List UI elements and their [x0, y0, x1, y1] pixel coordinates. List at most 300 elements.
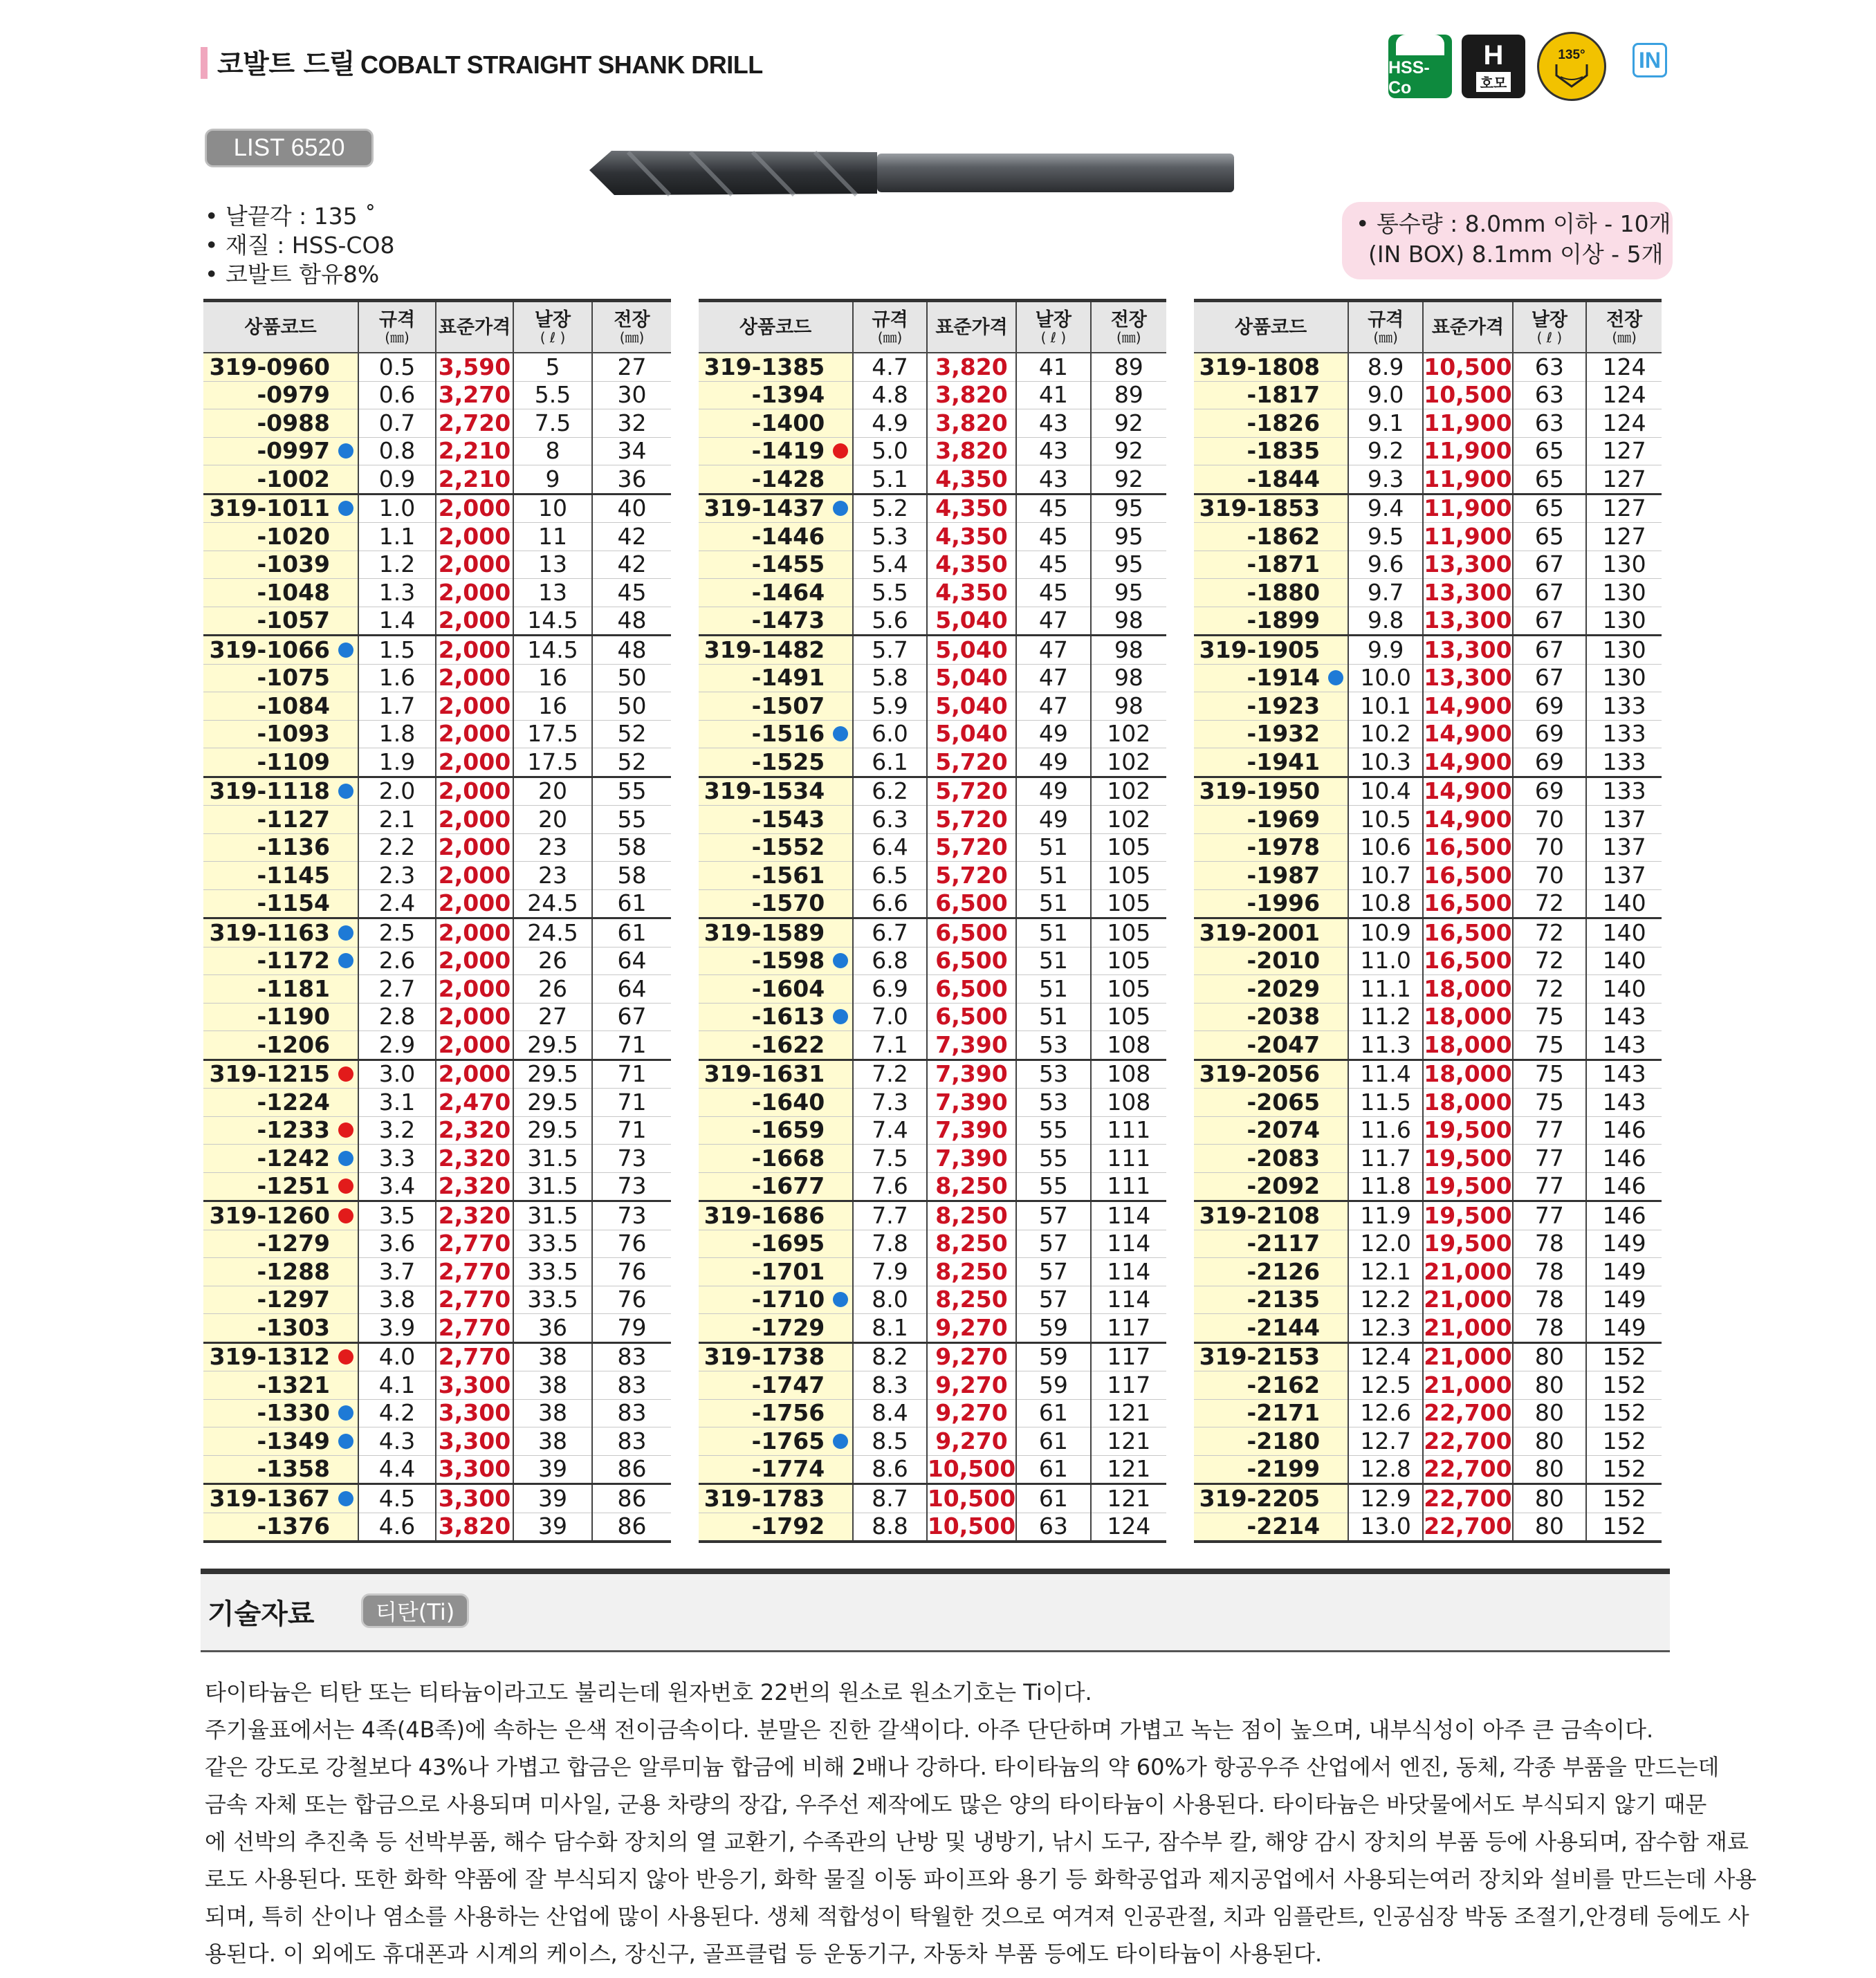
- size-cell: [853, 1427, 927, 1456]
- overall-length-cell: [1586, 1258, 1662, 1286]
- hole-type-label: 호모: [1476, 72, 1511, 92]
- size-cell: [358, 1060, 436, 1089]
- table-header-row: [203, 301, 671, 353]
- flute-length-cell: [1513, 692, 1587, 721]
- header-size: [853, 301, 927, 353]
- product-code-cell-text: -1473: [751, 607, 825, 634]
- flute-length-cell-text: 63: [1534, 381, 1564, 409]
- product-code-cell-text: 319-1482: [704, 636, 825, 663]
- product-code-cell-text: 319-2108: [1199, 1201, 1321, 1229]
- table-row: [203, 551, 671, 579]
- price-cell-text: 3,590: [438, 353, 511, 380]
- product-code-cell: [699, 523, 853, 551]
- product-code-cell-text: -1525: [751, 748, 825, 775]
- flute-length-cell-text: 17.5: [527, 748, 578, 775]
- size-cell-text: 10.9: [1360, 918, 1411, 946]
- flute-length-cell-text: 39: [538, 1484, 567, 1512]
- size-cell-text: 7.6: [872, 1172, 908, 1200]
- overall-length-cell-text: 55: [617, 777, 647, 805]
- product-code-cell: [1194, 833, 1348, 862]
- table-row: [203, 353, 671, 381]
- size-cell: [853, 806, 927, 834]
- flute-length-cell-text: 27: [538, 1003, 567, 1030]
- overall-length-cell: [592, 918, 671, 948]
- flute-length-cell: [1513, 975, 1587, 1004]
- overall-length-cell: [1091, 1455, 1166, 1484]
- flute-length-cell: [1513, 579, 1587, 607]
- price-cell: [436, 1399, 513, 1427]
- header-price-label: 표준가격: [935, 316, 1008, 338]
- flute-length-cell-text: 51: [1038, 918, 1068, 946]
- overall-length-cell-text: 143: [1602, 1088, 1646, 1116]
- product-code-cell: [699, 1258, 853, 1286]
- price-cell: [1423, 636, 1512, 665]
- product-code-cell-text: -1871: [1247, 551, 1321, 578]
- price-cell: [927, 1427, 1016, 1456]
- size-cell: [853, 1089, 927, 1117]
- flute-length-cell-text: 57: [1038, 1201, 1068, 1229]
- table-row: [699, 1172, 1166, 1201]
- flute-length-cell-text: 75: [1534, 1030, 1564, 1058]
- overall-length-cell-text: 105: [1107, 833, 1151, 861]
- flute-length-cell: [513, 437, 592, 465]
- overall-length-cell: [592, 1145, 671, 1173]
- header-flute-label: 날장: [534, 308, 571, 331]
- overall-length-cell-text: 50: [617, 692, 647, 719]
- table-row: [699, 833, 1166, 862]
- product-code-cell-text: 319-2001: [1199, 918, 1321, 946]
- overall-length-cell: [592, 806, 671, 834]
- product-code-cell: [699, 1230, 853, 1258]
- product-code-cell: [699, 975, 853, 1004]
- table-row: [699, 607, 1166, 636]
- size-cell-text: 6.5: [872, 861, 908, 889]
- table-row: [203, 1089, 671, 1117]
- point-angle-label: 135°: [1558, 48, 1585, 62]
- product-code-cell-text: -1190: [257, 1003, 330, 1030]
- price-cell-text: 13,300: [1424, 636, 1512, 663]
- price-cell: [927, 409, 1016, 438]
- flute-length-cell-text: 33.5: [527, 1230, 578, 1257]
- price-cell-text: 22,700: [1424, 1427, 1512, 1454]
- price-cell-text: 5,040: [935, 692, 1008, 719]
- price-cell: [436, 1201, 513, 1230]
- flute-length-cell: [1513, 1172, 1587, 1201]
- table-row: [203, 494, 671, 523]
- overall-length-cell: [592, 1258, 671, 1286]
- flute-length-cell-text: 59: [1038, 1343, 1068, 1371]
- flute-length-cell-text: 80: [1534, 1484, 1564, 1512]
- product-code-cell: [699, 1484, 853, 1513]
- table-row: [203, 1427, 671, 1456]
- price-cell-text: 11,900: [1424, 409, 1512, 436]
- price-cell: [927, 1116, 1016, 1145]
- overall-length-cell: [592, 1513, 671, 1542]
- overall-length-cell: [1091, 523, 1166, 551]
- product-code-cell: [1194, 1201, 1348, 1230]
- product-code-cell: [699, 1427, 853, 1456]
- flute-length-cell: [1513, 1201, 1587, 1230]
- size-cell: [853, 636, 927, 665]
- price-cell-text: 2,000: [438, 1003, 511, 1030]
- overall-length-cell-text: 105: [1107, 918, 1151, 946]
- blue-dot-icon: [338, 1151, 353, 1166]
- price-cell: [436, 636, 513, 665]
- table-row: [1194, 1089, 1662, 1117]
- table-row: [1194, 1116, 1662, 1145]
- blue-dot-icon: [338, 443, 353, 459]
- size-cell-text: 4.3: [378, 1427, 416, 1454]
- overall-length-cell: [592, 1060, 671, 1089]
- price-cell-text: 3,820: [935, 437, 1008, 465]
- price-cell: [927, 1201, 1016, 1230]
- product-code-cell-text: 319-1385: [704, 353, 825, 380]
- product-code-cell-text: -2065: [1247, 1088, 1321, 1116]
- overall-length-cell-text: 105: [1107, 974, 1151, 1002]
- product-code-cell-text: 319-1589: [704, 918, 825, 946]
- overall-length-cell: [1586, 1145, 1662, 1173]
- product-code-cell: [203, 1145, 358, 1173]
- overall-length-cell-text: 98: [1114, 692, 1143, 719]
- size-cell: [1348, 1513, 1423, 1542]
- product-code-cell: [699, 1003, 853, 1031]
- flute-length-cell: [1016, 748, 1090, 777]
- page-title-ko: 코발트 드릴: [217, 49, 355, 80]
- size-cell-text: 0.5: [378, 353, 416, 380]
- table-row: [699, 889, 1166, 918]
- price-cell: [927, 636, 1016, 665]
- overall-length-cell: [1586, 1314, 1662, 1343]
- price-cell-text: 2,000: [438, 777, 511, 805]
- flute-length-cell-text: 33.5: [527, 1257, 578, 1285]
- overall-length-cell: [592, 409, 671, 438]
- price-cell-text: 9,270: [935, 1313, 1008, 1341]
- table-row: [699, 806, 1166, 834]
- flute-length-cell-text: 53: [1038, 1060, 1068, 1088]
- overall-length-cell-text: 152: [1602, 1427, 1646, 1454]
- price-cell-text: 8,250: [935, 1201, 1008, 1229]
- overall-length-cell: [1091, 1484, 1166, 1513]
- overall-length-cell: [1091, 748, 1166, 777]
- table-row: [203, 1399, 671, 1427]
- table-row: [1194, 1003, 1662, 1031]
- price-cell-text: 21,000: [1424, 1313, 1512, 1341]
- size-cell-text: 12.4: [1360, 1343, 1411, 1371]
- table-row: [699, 1031, 1166, 1060]
- size-cell-text: 5.5: [872, 578, 908, 606]
- flute-length-cell: [1016, 579, 1090, 607]
- price-cell: [436, 1427, 513, 1456]
- price-cell-text: 8,250: [935, 1257, 1008, 1285]
- table-row: [1194, 1427, 1662, 1456]
- product-code-cell-text: -1914: [1247, 664, 1321, 692]
- table-row: [203, 579, 671, 607]
- flute-length-cell: [513, 1089, 592, 1117]
- product-code-cell: [203, 1314, 358, 1343]
- flute-length-cell-text: 77: [1534, 1201, 1564, 1229]
- overall-length-cell: [1091, 918, 1166, 948]
- flute-length-cell: [1513, 494, 1587, 523]
- size-cell-text: 7.9: [872, 1257, 908, 1285]
- flute-length-cell-text: 70: [1534, 861, 1564, 889]
- flute-length-cell-text: 45: [1038, 522, 1068, 550]
- flute-length-cell: [1016, 1484, 1090, 1513]
- product-code-cell: [203, 353, 358, 381]
- header-flute-unit: ( ℓ ): [1536, 329, 1563, 346]
- price-cell-text: 5,720: [935, 861, 1008, 889]
- table-row: [203, 1060, 671, 1089]
- flute-length-cell-text: 49: [1038, 748, 1068, 775]
- product-code-cell-text: -0988: [257, 409, 330, 436]
- size-cell-text: 1.4: [378, 607, 416, 634]
- overall-length-cell-text: 152: [1602, 1343, 1646, 1371]
- flute-length-cell-text: 63: [1534, 409, 1564, 436]
- table-row: [203, 1314, 671, 1343]
- table-row: [203, 1230, 671, 1258]
- table-row: [699, 1342, 1166, 1371]
- point-angle-badge: [1537, 32, 1606, 101]
- size-cell: [853, 889, 927, 918]
- price-cell: [1423, 1089, 1512, 1117]
- flute-length-cell-text: 80: [1534, 1427, 1564, 1454]
- flute-length-cell: [1513, 947, 1587, 975]
- flute-length-cell-text: 59: [1038, 1371, 1068, 1398]
- flute-length-cell-text: 17.5: [527, 720, 578, 748]
- product-code-cell: [203, 806, 358, 834]
- price-cell: [1423, 1342, 1512, 1371]
- blue-dot-icon: [338, 925, 353, 941]
- size-cell-text: 10.1: [1360, 692, 1411, 719]
- overall-length-cell: [1091, 465, 1166, 494]
- product-code-cell: [699, 1060, 853, 1089]
- flute-length-cell-text: 29.5: [527, 1088, 578, 1116]
- product-code-cell-text: -1419: [751, 437, 825, 465]
- overall-length-cell-text: 50: [617, 664, 647, 692]
- flute-length-cell-text: 49: [1038, 805, 1068, 833]
- hss-co-label: HSS-Co: [1388, 58, 1430, 98]
- overall-length-cell-text: 111: [1107, 1172, 1151, 1200]
- product-code-cell: [203, 918, 358, 948]
- flute-length-cell-text: 43: [1038, 409, 1068, 436]
- overall-length-cell-text: 117: [1107, 1343, 1151, 1371]
- product-code-cell: [699, 494, 853, 523]
- red-dot-icon: [338, 1349, 353, 1365]
- price-cell-text: 2,000: [438, 947, 511, 974]
- size-cell-text: 9.4: [1367, 494, 1404, 522]
- flute-length-cell: [513, 1060, 592, 1089]
- product-code-cell: [699, 636, 853, 665]
- size-cell: [1348, 748, 1423, 777]
- price-cell-text: 2,000: [438, 522, 511, 550]
- price-cell-text: 16,500: [1424, 861, 1512, 889]
- price-cell: [1423, 551, 1512, 579]
- size-cell: [853, 579, 927, 607]
- flute-length-cell: [1016, 1060, 1090, 1089]
- flute-length-cell: [1016, 862, 1090, 890]
- flute-length-cell-text: 36: [538, 1313, 567, 1341]
- overall-length-cell-text: 130: [1602, 578, 1646, 606]
- header-length-label: 전장: [614, 308, 650, 331]
- flute-length-cell-text: 47: [1038, 664, 1068, 692]
- flute-length-cell-text: 26: [538, 947, 567, 974]
- size-cell: [358, 862, 436, 890]
- overall-length-cell-text: 108: [1107, 1030, 1151, 1058]
- price-cell: [927, 918, 1016, 948]
- flute-length-cell: [1513, 862, 1587, 890]
- overall-length-cell-text: 98: [1114, 664, 1143, 692]
- size-cell: [853, 748, 927, 777]
- price-cell: [1423, 381, 1512, 409]
- overall-length-cell-text: 61: [617, 918, 647, 946]
- size-cell: [358, 579, 436, 607]
- product-code-cell: [1194, 551, 1348, 579]
- overall-length-cell-text: 121: [1107, 1484, 1151, 1512]
- overall-length-cell-text: 71: [617, 1088, 647, 1116]
- size-cell-text: 9.9: [1367, 636, 1404, 663]
- product-code-cell-text: 319-2056: [1199, 1060, 1321, 1088]
- overall-length-cell: [1586, 1342, 1662, 1371]
- product-code-cell: [699, 551, 853, 579]
- flute-length-cell-text: 69: [1534, 692, 1564, 719]
- flute-length-cell: [1513, 1371, 1587, 1400]
- overall-length-cell: [592, 1371, 671, 1400]
- size-cell: [1348, 1371, 1423, 1400]
- product-code-cell-text: -1057: [257, 607, 330, 634]
- list-number-tag: [205, 129, 374, 167]
- product-code-cell-text: 319-1686: [704, 1201, 825, 1229]
- table-row: [1194, 465, 1662, 494]
- product-code-cell: [699, 1399, 853, 1427]
- tech-divider-bottom: [201, 1650, 1670, 1652]
- size-cell-text: 9.5: [1367, 522, 1404, 550]
- size-cell-text: 5.7: [872, 636, 908, 663]
- header-flute-unit: ( ℓ ): [1040, 329, 1067, 346]
- flute-length-cell: [1016, 607, 1090, 636]
- overall-length-cell: [1091, 409, 1166, 438]
- price-cell-text: 2,000: [438, 748, 511, 775]
- size-cell: [358, 1003, 436, 1031]
- price-cell-text: 10,500: [927, 1513, 1016, 1540]
- overall-length-cell: [592, 1201, 671, 1230]
- price-cell: [436, 353, 513, 381]
- product-code-cell: [203, 720, 358, 748]
- flute-length-cell-text: 5: [545, 353, 560, 380]
- price-cell: [436, 465, 513, 494]
- size-cell: [1348, 523, 1423, 551]
- product-code-cell-text: -1394: [751, 381, 825, 409]
- price-cell-text: 3,300: [438, 1455, 511, 1483]
- product-code-cell-text: -1206: [257, 1030, 330, 1058]
- size-cell: [358, 1201, 436, 1230]
- product-code-cell: [1194, 607, 1348, 636]
- overall-length-cell: [1586, 1116, 1662, 1145]
- flute-length-cell-text: 75: [1534, 1003, 1564, 1030]
- size-cell: [1348, 862, 1423, 890]
- overall-length-cell: [592, 1230, 671, 1258]
- price-cell: [436, 381, 513, 409]
- product-code-cell: [1194, 1258, 1348, 1286]
- overall-length-cell: [1586, 494, 1662, 523]
- flute-length-cell: [1016, 1314, 1090, 1343]
- price-cell: [436, 862, 513, 890]
- flute-length-cell-text: 31.5: [527, 1144, 578, 1172]
- overall-length-cell-text: 111: [1107, 1116, 1151, 1144]
- flute-length-cell-text: 80: [1534, 1343, 1564, 1371]
- size-cell-text: 7.3: [872, 1088, 908, 1116]
- product-code-cell: [1194, 777, 1348, 806]
- overall-length-cell: [592, 1427, 671, 1456]
- price-cell: [436, 1342, 513, 1371]
- flute-length-cell-text: 7.5: [534, 409, 571, 436]
- flute-length-cell-text: 61: [1038, 1484, 1068, 1512]
- product-code-cell: [1194, 1484, 1348, 1513]
- flute-length-cell-text: 57: [1038, 1230, 1068, 1257]
- flute-length-cell-text: 39: [538, 1455, 567, 1483]
- overall-length-cell-text: 48: [617, 607, 647, 634]
- product-code-cell-text: -1978: [1247, 833, 1321, 861]
- product-code-cell-text: -1695: [751, 1230, 825, 1257]
- size-cell-text: 12.3: [1360, 1313, 1411, 1341]
- overall-length-cell-text: 133: [1602, 720, 1646, 748]
- table-row: [203, 1455, 671, 1484]
- flute-length-cell-text: 67: [1534, 551, 1564, 578]
- size-cell-text: 6.7: [872, 918, 908, 946]
- overall-length-cell-text: 71: [617, 1116, 647, 1144]
- price-cell-text: 4,350: [935, 578, 1008, 606]
- product-code-cell-text: -2083: [1247, 1144, 1321, 1172]
- product-code-cell-text: -1288: [257, 1257, 330, 1285]
- product-code-cell: [1194, 353, 1348, 381]
- product-code-cell-text: 319-1905: [1199, 636, 1321, 663]
- flute-length-cell: [1513, 1455, 1587, 1484]
- size-cell: [853, 607, 927, 636]
- flute-length-cell: [1016, 1145, 1090, 1173]
- overall-length-cell: [592, 551, 671, 579]
- product-code-cell-text: 319-1260: [209, 1201, 330, 1229]
- price-cell-text: 14,900: [1424, 777, 1512, 805]
- product-code-cell-text: 319-1011: [209, 494, 330, 522]
- overall-length-cell: [592, 1342, 671, 1371]
- flute-length-cell-text: 75: [1534, 1088, 1564, 1116]
- flute-length-cell: [1016, 720, 1090, 748]
- table-row: [1194, 1060, 1662, 1089]
- flute-length-cell: [513, 1258, 592, 1286]
- overall-length-cell: [1586, 1427, 1662, 1456]
- page-title: [217, 43, 763, 82]
- size-cell: [853, 1201, 927, 1230]
- flute-length-cell-text: 16: [538, 692, 567, 719]
- size-cell-text: 5.9: [872, 692, 908, 719]
- size-cell: [853, 1060, 927, 1089]
- flute-length-cell: [1513, 437, 1587, 465]
- header-flute: [1016, 301, 1090, 353]
- overall-length-cell: [592, 777, 671, 806]
- product-code-cell: [203, 1484, 358, 1513]
- price-cell-text: 4,350: [935, 522, 1008, 550]
- size-cell-text: 1.8: [378, 720, 416, 748]
- product-code-cell-text: -2214: [1247, 1513, 1321, 1540]
- size-cell: [358, 1399, 436, 1427]
- flute-length-cell-text: 39: [538, 1513, 567, 1540]
- table-row: [699, 748, 1166, 777]
- size-cell-text: 4.7: [872, 353, 908, 380]
- size-cell-text: 5.0: [872, 437, 908, 465]
- product-code-cell-text: -1002: [257, 465, 330, 492]
- size-cell: [853, 1286, 927, 1314]
- price-cell: [1423, 494, 1512, 523]
- header-flute: [1513, 301, 1587, 353]
- price-cell-text: 8,250: [935, 1172, 1008, 1200]
